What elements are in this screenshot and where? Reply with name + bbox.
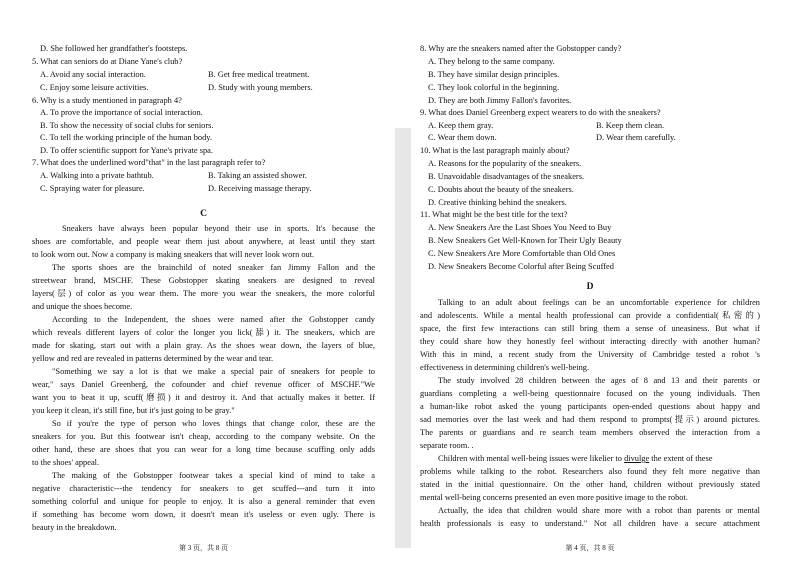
- q11-option-b: B. New Sneakers Get Well-Known for Their Ugly Beauty: [428, 236, 622, 245]
- passage-d-line: mental well-being concerns presented an even more positive image to the robot.: [420, 493, 688, 502]
- page-gutter: [395, 128, 411, 548]
- passage-c-line: According to the Independent, the shoes were named after the Gobstopper candy: [52, 315, 375, 324]
- left-page: [32, 0, 375, 561]
- passage-c-line: Sneakers have always been popular beyond their use in sports. It's because the: [62, 224, 375, 233]
- q10-option-b: B. Unavoidable disadvantages of the sneakers.: [428, 172, 585, 181]
- passage-d-line: health professionals is easy to understand." Not all children have a secure attachment: [420, 519, 760, 528]
- q5-options-row2: [32, 82, 375, 94]
- passage-d-line: problems while talking to the robot. Researchers also found they felt more negative than: [420, 467, 760, 476]
- passage-c-line: yellow and red are revealed in patterns determined by the wear and tear.: [32, 354, 274, 363]
- q11-option-a: A. New Sneakers Are the Last Shoes You Need to Buy: [428, 223, 612, 232]
- q9-option-b: B. Keep them clean.: [596, 121, 665, 130]
- q10-option-c: C. Doubts about the beauty of the sneakers.: [428, 185, 574, 194]
- right-page: [420, 0, 760, 561]
- q11-question: 11. What might be the best title for the text?: [420, 210, 568, 219]
- q9-options-row1: [420, 120, 760, 132]
- q5-options-row1: [32, 69, 375, 81]
- passage-c-line: So if you're the type of person who loves things that change color, these are the: [52, 419, 375, 428]
- q5-option-b: B. Get free medical treatment.: [208, 70, 310, 79]
- passage-c-line: you keep it clean, it's still fine, but it's just going to be gray.": [32, 406, 235, 415]
- q9-question: 9. What does Daniel Greenberg expect wearers to do with the sneakers?: [420, 108, 661, 117]
- passage-c-line: to the shoes' appeal.: [32, 458, 100, 467]
- passage-c-line: streetwear brand, MSCHF. These Gobstopper skating sneakers are designed to reveal: [32, 276, 375, 285]
- passage-c-line: layers(层) of color as you wear them. The more you wear the sneakers, the more colorful: [32, 289, 375, 298]
- q5-question: 5. What can seniors do at Diane Yane's club?: [32, 57, 183, 66]
- q7-option-a: A. Walking into a private bathtub.: [40, 171, 154, 180]
- q7-options-row2: [32, 183, 375, 195]
- passage-c-line: wear," says Daniel Greenberǵ, the cofounder and chief revenue officer of MSCHF."We: [32, 380, 375, 389]
- q4-option-d: D. She followed her grandfather's footsteps.: [40, 44, 188, 53]
- q6-option-a: A. To prove the importance of social interaction.: [40, 108, 203, 117]
- passage-c-line: negative characteristic---the tendency for sneakers to get scuffed---and turn it into: [32, 484, 375, 493]
- q8-option-c: C. They look colorful in the beginning.: [428, 83, 560, 92]
- q6-option-d: D. To offer scientific support for Yane's private spa.: [40, 146, 213, 155]
- q8-option-b: B. They have similar design principles.: [428, 70, 560, 79]
- passage-d-text: the extent of these: [649, 454, 713, 463]
- passage-d-line: separate room. .: [420, 441, 474, 450]
- passage-c-line: and unique the shoes become.: [32, 302, 133, 311]
- passage-c-line: other hand, these are shoes that you can wear for a long time because scuffing only adds: [32, 445, 375, 454]
- q9-option-a: A. Keep them gray.: [428, 121, 494, 130]
- passage-c-line: The making of the Gobstopper footwear takes a special kind of mind to take a: [52, 471, 375, 480]
- q10-option-d: D. Creative thinking behind the sneakers.: [428, 198, 567, 207]
- q5-option-d: D. Study with young members.: [208, 83, 313, 92]
- q9-options-row2: [420, 132, 760, 144]
- passage-d-line: sad memories over the last week and had them respond to prompts(提示) around pictures.: [420, 415, 760, 424]
- passage-d-line: The parents or guardians and re search team members observed the interaction from a: [420, 428, 760, 437]
- passage-c-line: shoes are comfortable, and people wear them just about anywhere, at least until they start: [32, 237, 375, 246]
- q11-option-d: D. New Sneakers Become Colorful after Being Scuffed: [428, 262, 614, 271]
- underlined-word-divulge: divulge: [624, 454, 650, 463]
- q7-option-c: C. Spraying water for pleasure.: [40, 184, 145, 193]
- q7-question: 7. What does the underlined word"that" in the last paragraph refer to?: [32, 158, 266, 167]
- q9-option-d: D. Wear them carefully.: [596, 133, 676, 142]
- passage-c-line: want you to beat it up, scuff(磨损) it and destroy it. And that actually makes it better. If: [32, 393, 375, 402]
- passage-c-line: beauty in the breakdown.: [32, 523, 117, 532]
- q10-question: 10. What is the last paragraph mainly about?: [420, 146, 570, 155]
- passage-d-line: Actually, the idea that children would share more with a robot than parents or mental: [438, 506, 760, 515]
- section-heading-c: C: [200, 209, 207, 219]
- passage-d-line-divulge: [420, 453, 760, 465]
- q9-option-c: C. Wear them down.: [428, 133, 497, 142]
- q7-option-b: B. Taking an assisted shower.: [208, 171, 307, 180]
- passage-c-line: to look worn out. Now a company is making sneakers that will never look worn out.: [32, 250, 315, 259]
- q8-option-a: A. They belong to the same company.: [428, 57, 555, 66]
- passage-d-line: effectiveness in determining children's well-being.: [420, 363, 590, 372]
- passage-c-line: made for skating, start out with a plain gray. As the shoes wear down, the layers of blue,: [32, 341, 375, 350]
- section-heading-d: D: [586, 282, 594, 292]
- passage-d-line: guardians completing a well-being questionnaire focused on the young individuals. Then: [420, 389, 760, 398]
- q7-options-row1: [32, 170, 375, 182]
- passage-d-line: The study involved 28 children between the ages of 8 and 13 and their parents or: [438, 376, 760, 385]
- page-footer-left: 第 3 页，共 8 页: [179, 544, 228, 552]
- passage-c-line: something colorful and unique for people to enjoy. It is also a general reminder that even: [32, 497, 375, 506]
- passage-d-text: Children with mental well-being issues were likelier to: [438, 454, 622, 463]
- passage-d-line: they could share how they honestly feel without interacting directly with another human?: [420, 337, 760, 346]
- q6-option-c: C. To tell the working principle of the human body.: [40, 133, 213, 142]
- passage-d-line: With this in mind, a recent study from the University of Cambridge tested a robot 's: [420, 350, 760, 359]
- q8-option-d: D. They are both Jimmy Fallon's favorites.: [428, 96, 572, 105]
- q7-option-d: D. Receiving massage therapy.: [208, 184, 312, 193]
- q5-option-c: C. Enjoy some leisure activities.: [40, 83, 149, 92]
- q6-question: 6. Why is a study mentioned in paragraph 4?: [32, 96, 182, 105]
- passage-c-line: which reveals different layers of color the longer you lick(舔) it. The sneakers, which are: [32, 328, 375, 337]
- passage-c-line: The sports shoes are the brainchild of noted sneaker fan Jimmy Fallon and the: [52, 263, 375, 272]
- passage-c-line: sneakers for you. But this footwear isn't cheap, according to the company website. On the: [32, 432, 375, 441]
- q11-option-c: C. New Sneakers Are More Comfortable than Old Ones: [428, 249, 616, 258]
- passage-d-line: Talking to an adult about feelings can be an uncomfortable experience for children: [438, 298, 760, 307]
- q10-option-a: A. Reasons for the popularity of the sneakers.: [428, 159, 582, 168]
- passage-d-line: stated in the initial questionnaire. On the other hand, children without previously stated: [420, 480, 760, 489]
- passage-d-line: and adolescents. While a mental health professional can provide a confidential(私密的): [420, 311, 760, 320]
- passage-c-line: if something has become worn down, it doesn't mean it's useless or even ugly. There is: [32, 510, 375, 519]
- passage-d-line: space, the first few interactions can still bring them a sense of uneasiness. But what if: [420, 324, 760, 333]
- passage-d-line: a human-like robot asked the young participants open-ended questions about happy and: [420, 402, 760, 411]
- passage-c-line: "Something we say a lot is that we make a special pair of sneakers for people to: [52, 367, 375, 376]
- page-footer-right: 第 4 页，共 8 页: [565, 544, 615, 552]
- q6-option-b: B. To show the necessity of social clubs for seniors.: [40, 121, 214, 130]
- q8-question: 8. Why are the sneakers named after the Gobstopper candy?: [420, 44, 622, 53]
- q5-option-a: A. Avoid any social interaction.: [40, 70, 146, 79]
